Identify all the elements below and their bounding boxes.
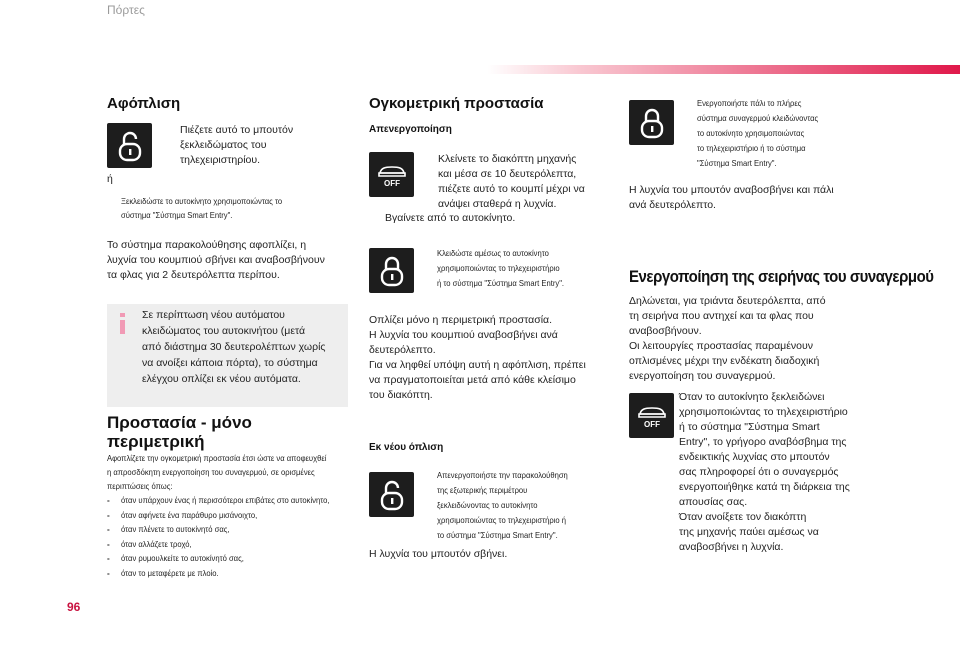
paragraph-line: λυχνία του κουμπιού σβήνει και αναβοσβήνουν: [107, 254, 325, 266]
step-line: χρησιμοποιώντας το τηλεχειριστήριο: [437, 263, 560, 273]
list-item: - όταν αφήνετε ένα παράθυρο μισάνοιχτο,: [107, 508, 367, 523]
intro-line: περιπτώσεις όπως:: [107, 481, 173, 491]
step-line: το τηλεχειριστήριο ή το σύστημα: [697, 143, 806, 153]
step-line: τηλεχειριστηρίου.: [180, 154, 261, 166]
list-item: - όταν ρυμουλκείτε το αυτοκίνητό σας,: [107, 551, 367, 566]
reactivate-step: [683, 96, 883, 174]
unlock-padlock-icon: [369, 472, 414, 517]
info-line: ενεργοποιήθηκε κατά τη διάρκεια της: [679, 481, 850, 493]
list-item: - όταν το μεταφέρετε με πλοίο.: [107, 566, 367, 581]
volumetric-title: Ογκομετρική προστασία: [369, 95, 544, 112]
step-line: το αυτοκίνητο χρησιμοποιώντας: [697, 128, 805, 138]
disarm-paragraph: [107, 238, 352, 283]
perimeter-title: [107, 413, 252, 451]
step-line: σύστημα συναγερμού κλειδώνοντας: [697, 113, 819, 123]
page-number: 96: [67, 600, 81, 614]
paragraph-line: Η λυχνία του μπουτόν αναβοσβήνει και πάλι: [629, 184, 834, 196]
paragraph-line: Οπλίζει μόνο η περιμετρική προστασία.: [369, 314, 553, 326]
info-icon: [116, 312, 130, 336]
perimeter-armed-paragraph: [369, 313, 619, 403]
step-line: Απενεργοποιήστε την παρακολούθηση: [437, 470, 568, 480]
info-line: Όταν ανοίξετε τον διακόπτη: [679, 511, 807, 523]
info-line: από διάστημα 30 δευτερολέπτων χωρίς: [142, 341, 326, 353]
paragraph-line: του διακόπτη.: [369, 389, 433, 401]
step-line: πιέζετε αυτό το κουμπί μέχρι να: [438, 183, 585, 195]
step-line: της εξωτερικής περιμέτρου: [437, 485, 528, 495]
rearm-subtitle: Εκ νέου όπλιση: [369, 442, 444, 453]
lamp-off-text: Η λυχνία του μπουτόν σβήνει.: [369, 548, 508, 560]
paragraph-line: Το σύστημα παρακολούθησης αφοπλίζει, η: [107, 239, 307, 251]
paragraph-line: αναβοσβήνουν.: [629, 325, 702, 337]
note-line: Ξεκλειδώστε το αυτοκίνητο χρησιμοποιώντας το: [121, 196, 283, 206]
smart-entry-note: [107, 194, 352, 224]
info-line: Entry", το γρήγορο αναβόσβημα της: [679, 436, 847, 448]
paragraph-line: Για να ληφθεί υπόψη αυτή η αφόπλιση, πρέπει: [369, 359, 586, 371]
list-item: - όταν πλένετε το αυτοκίνητό σας,: [107, 522, 367, 537]
step-line: Ενεργοποιήστε πάλι το πλήρες: [697, 98, 802, 108]
paragraph-line: ανά δευτερόλεπτο.: [629, 199, 716, 211]
disarm-title: Αφόπλιση: [107, 95, 181, 112]
paragraph-line: να πραγματοποιείται μετά από κάθε κλείσιμο: [369, 374, 576, 386]
paragraph-line: Η λυχνία του κουμπιού αναβοσβήνει ανά: [369, 329, 558, 341]
info-line: κλειδώματος του αυτοκινήτου (μετά: [142, 325, 306, 337]
step-line: Κλείνετε το διακόπτη μηχανής: [438, 153, 577, 165]
intro-line: Αφοπλίζετε την ογκομετρική προστασία έτσι ώστε να αποφευχθεί: [107, 453, 327, 463]
step-line: ξεκλειδώματος του: [180, 139, 267, 151]
step-line: και μέσα σε 10 δευτερόλεπτα,: [438, 168, 577, 180]
step-line: Κλειδώστε αμέσως το αυτοκίνητο: [437, 248, 549, 258]
paragraph-line: Οι λειτουργίες προστασίας παραμένουν: [629, 340, 813, 352]
title-line: Προστασία - μόνο: [107, 413, 252, 432]
car-off-icon: [629, 393, 674, 438]
info-line: ή το σύστημα "Σύστημα Smart: [679, 421, 820, 433]
icon-label: OFF: [643, 419, 660, 429]
step-line: χρησιμοποιώντας το τηλεχειριστήριο ή: [437, 515, 567, 525]
step-line: το σύστημα "Σύστημα Smart Entry".: [437, 530, 558, 540]
info-line: ελέγχου οπλίζει εκ νέου αυτόματα.: [142, 373, 301, 385]
paragraph-line: δευτερόλεπτο.: [369, 344, 436, 356]
step-line: "Σύστημα Smart Entry".: [697, 158, 777, 168]
deactivation-subtitle: Απενεργοποίηση: [369, 124, 452, 135]
info-line: Σε περίπτωση νέου αυτόματου: [142, 309, 285, 321]
step-line: Πιέζετε αυτό το μπουτόν: [180, 124, 294, 136]
info-text: [142, 307, 342, 387]
info-line: αναβοσβήνει η λυχνία.: [679, 541, 784, 553]
icon-label: OFF: [383, 178, 400, 188]
note-line: σύστημα "Σύστημα Smart Entry".: [121, 210, 233, 220]
or-text: ή: [107, 173, 113, 185]
lamp-flash-paragraph: [629, 183, 879, 213]
step-line: ξεκλειδώνοντας το αυτοκίνητο: [437, 500, 538, 510]
info-line: απουσίας σας.: [679, 496, 748, 508]
paragraph-line: οπλισμένες μέχρι την ενδέκατη διαδοχική: [629, 355, 820, 367]
info-line: σας πληροφορεί ότι ο συναγερμός: [679, 466, 839, 478]
paragraph-line: ενεργοποίηση του συναγερμού.: [629, 370, 776, 382]
siren-title: Ενεργοποίηση της σειρήνας του συναγερμού: [629, 267, 934, 286]
list-item: - όταν υπάρχουν ένας ή περισσότεροι επιβάτες στο αυτοκίνητο,: [107, 493, 367, 508]
info-line: ενδεικτικής λυχνίας στο μπουτόν: [679, 451, 830, 463]
list-item: - όταν αλλάζετε τροχό,: [107, 537, 367, 552]
paragraph-line: τα φλας για 2 δευτερόλεπτα περίπου.: [107, 269, 280, 281]
info-line: της μηχανής παύει αμέσως να: [679, 526, 819, 538]
section-title: Πόρτες: [107, 3, 145, 17]
car-off-icon: [369, 152, 414, 197]
rearm-step: [423, 468, 623, 546]
cases-list: [107, 493, 367, 580]
step-text: Βγαίνετε από το αυτοκίνητο.: [385, 212, 516, 224]
lock-step: [423, 246, 623, 296]
siren-paragraph: [629, 294, 879, 384]
title-line: περιμετρική: [107, 432, 205, 451]
info-line: Όταν το αυτοκίνητο ξεκλειδώνει: [679, 391, 825, 403]
info-line: χρησιμοποιώντας το τηλεχειριστήριο: [679, 406, 848, 418]
lock-padlock-icon: [369, 248, 414, 293]
lock-padlock-icon: [629, 100, 674, 145]
perimeter-intro: [107, 451, 367, 493]
paragraph-line: Δηλώνεται, για τριάντα δευτερόλεπτα, από: [629, 295, 826, 307]
info-line: να ανοίξει κάποια πόρτα), το σύστημα: [142, 357, 318, 369]
intro-line: η απροσδόκητη ενεργοποίηση του συναγερμού, σε ορισμένες: [107, 467, 315, 477]
step-line: ανάψει σταθερά η λυχνία.: [438, 198, 557, 210]
unlock-padlock-icon: [107, 123, 152, 168]
step-line: ή το σύστημα "Σύστημα Smart Entry".: [437, 278, 565, 288]
header-accent-bar: [487, 65, 960, 74]
paragraph-line: τη σειρήνα που αντηχεί και τα φλας που: [629, 310, 814, 322]
alarm-triggered-info: [679, 390, 889, 555]
